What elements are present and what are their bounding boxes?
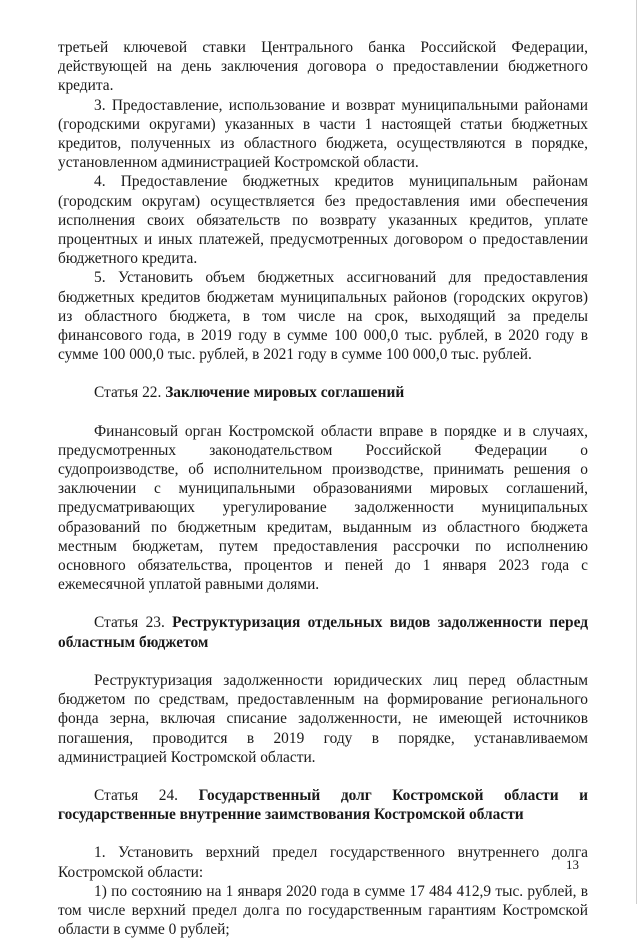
article-22-title: Заключение мировых соглашений bbox=[165, 384, 405, 402]
article-23-text: Реструктуризация задолженности юридических лиц перед областным бюджетом по средствам, предоставленным на формирование регионального фонда зерна, включая списание задолженности, не имеющей источников погашения, проводится в 2019 году в порядке, устанавливаемом администрацией Костромской области. bbox=[58, 671, 588, 766]
article-22-text: Финансовый орган Костромской области вправе в порядке и в случаях, предусмотренных законодательством Российской Федерации о судопроизводстве, об исполнительном производстве, принимать решения о заключении с муниципальными образованиями мировых соглашений, предусматривающих урегулирование задолженности муниципальных образований по бюджетным кредитам, выданным из областного бюджета местным бюджетам, путем предоставления рассрочки по исполнению основного обязательства, процентов и пеней до 1 января 2023 года с ежемесячной уплатой равными долями. bbox=[58, 422, 588, 594]
article-23-heading bbox=[58, 613, 588, 651]
article-24-item-1: 1. Установить верхний предел государственного внутреннего долга Костромской области: bbox=[58, 844, 588, 881]
scan-edge-line bbox=[636, 0, 637, 904]
paragraph-3: 3. Предоставление, использование и возврат муниципальными районами (городскими округами) указанных в части 1 настоящей статьи бюджетных кредитов, полученных из областного бюджета, осуществляются в порядке, установленном администрацией Костромской области. bbox=[58, 96, 588, 172]
article-23-label: Статья 23. bbox=[94, 614, 165, 632]
spacer bbox=[58, 403, 588, 422]
spacer bbox=[58, 652, 588, 671]
spacer bbox=[58, 824, 588, 843]
article-24-item-1-1: 1) по состоянию на 1 января 2020 года в сумме 17 484 412,9 тыс. рублей, в том числе верхний предел долга по государственным гарантиям Костромской области в сумме 0 рублей; bbox=[58, 882, 588, 939]
spacer bbox=[58, 767, 588, 786]
article-23-title: Реструктуризация отдельных видов задолженности перед областным бюджетом bbox=[58, 614, 588, 651]
paragraph-4: 4. Предоставление бюджетных кредитов муниципальным районам (городским округам) осуществляется без предоставления ими обеспечения исполнения своих обязательств по возврату указанных кредитов, уплате процентных и иных платежей, предусмотренных договором о предоставлении бюджетного кредита. bbox=[58, 173, 588, 268]
page-number: 13 bbox=[566, 857, 579, 872]
article-24-heading bbox=[58, 786, 588, 824]
paragraph-5: 5. Установить объем бюджетных ассигнований для предоставления бюджетных кредитов бюджетам муниципальных районов (городских округов) из областного бюджета, в том числе на срок, выходящий за пределы финансового года, в 2019 году в сумме 100 000,0 тыс. рублей, в 2020 году в сумме 100 000,0 тыс. рублей, в 2021 году в сумме 100 000,0 тыс. рублей. bbox=[58, 269, 588, 364]
article-24-label: Статья 24. bbox=[94, 786, 179, 804]
paragraph-continuation: третьей ключевой ставки Центрального банка Российской Федерации, действующей на день заключения договора о предоставлении бюджетного кредита. bbox=[58, 39, 588, 95]
article-22-label: Статья 22. bbox=[94, 384, 162, 402]
spacer bbox=[58, 364, 588, 383]
spacer bbox=[58, 594, 588, 613]
article-24-title: Государственный долг Костромской области и государственные внутренние заимствования Костромской области bbox=[58, 786, 589, 824]
document-page bbox=[58, 38, 588, 939]
article-22-heading bbox=[58, 383, 588, 402]
